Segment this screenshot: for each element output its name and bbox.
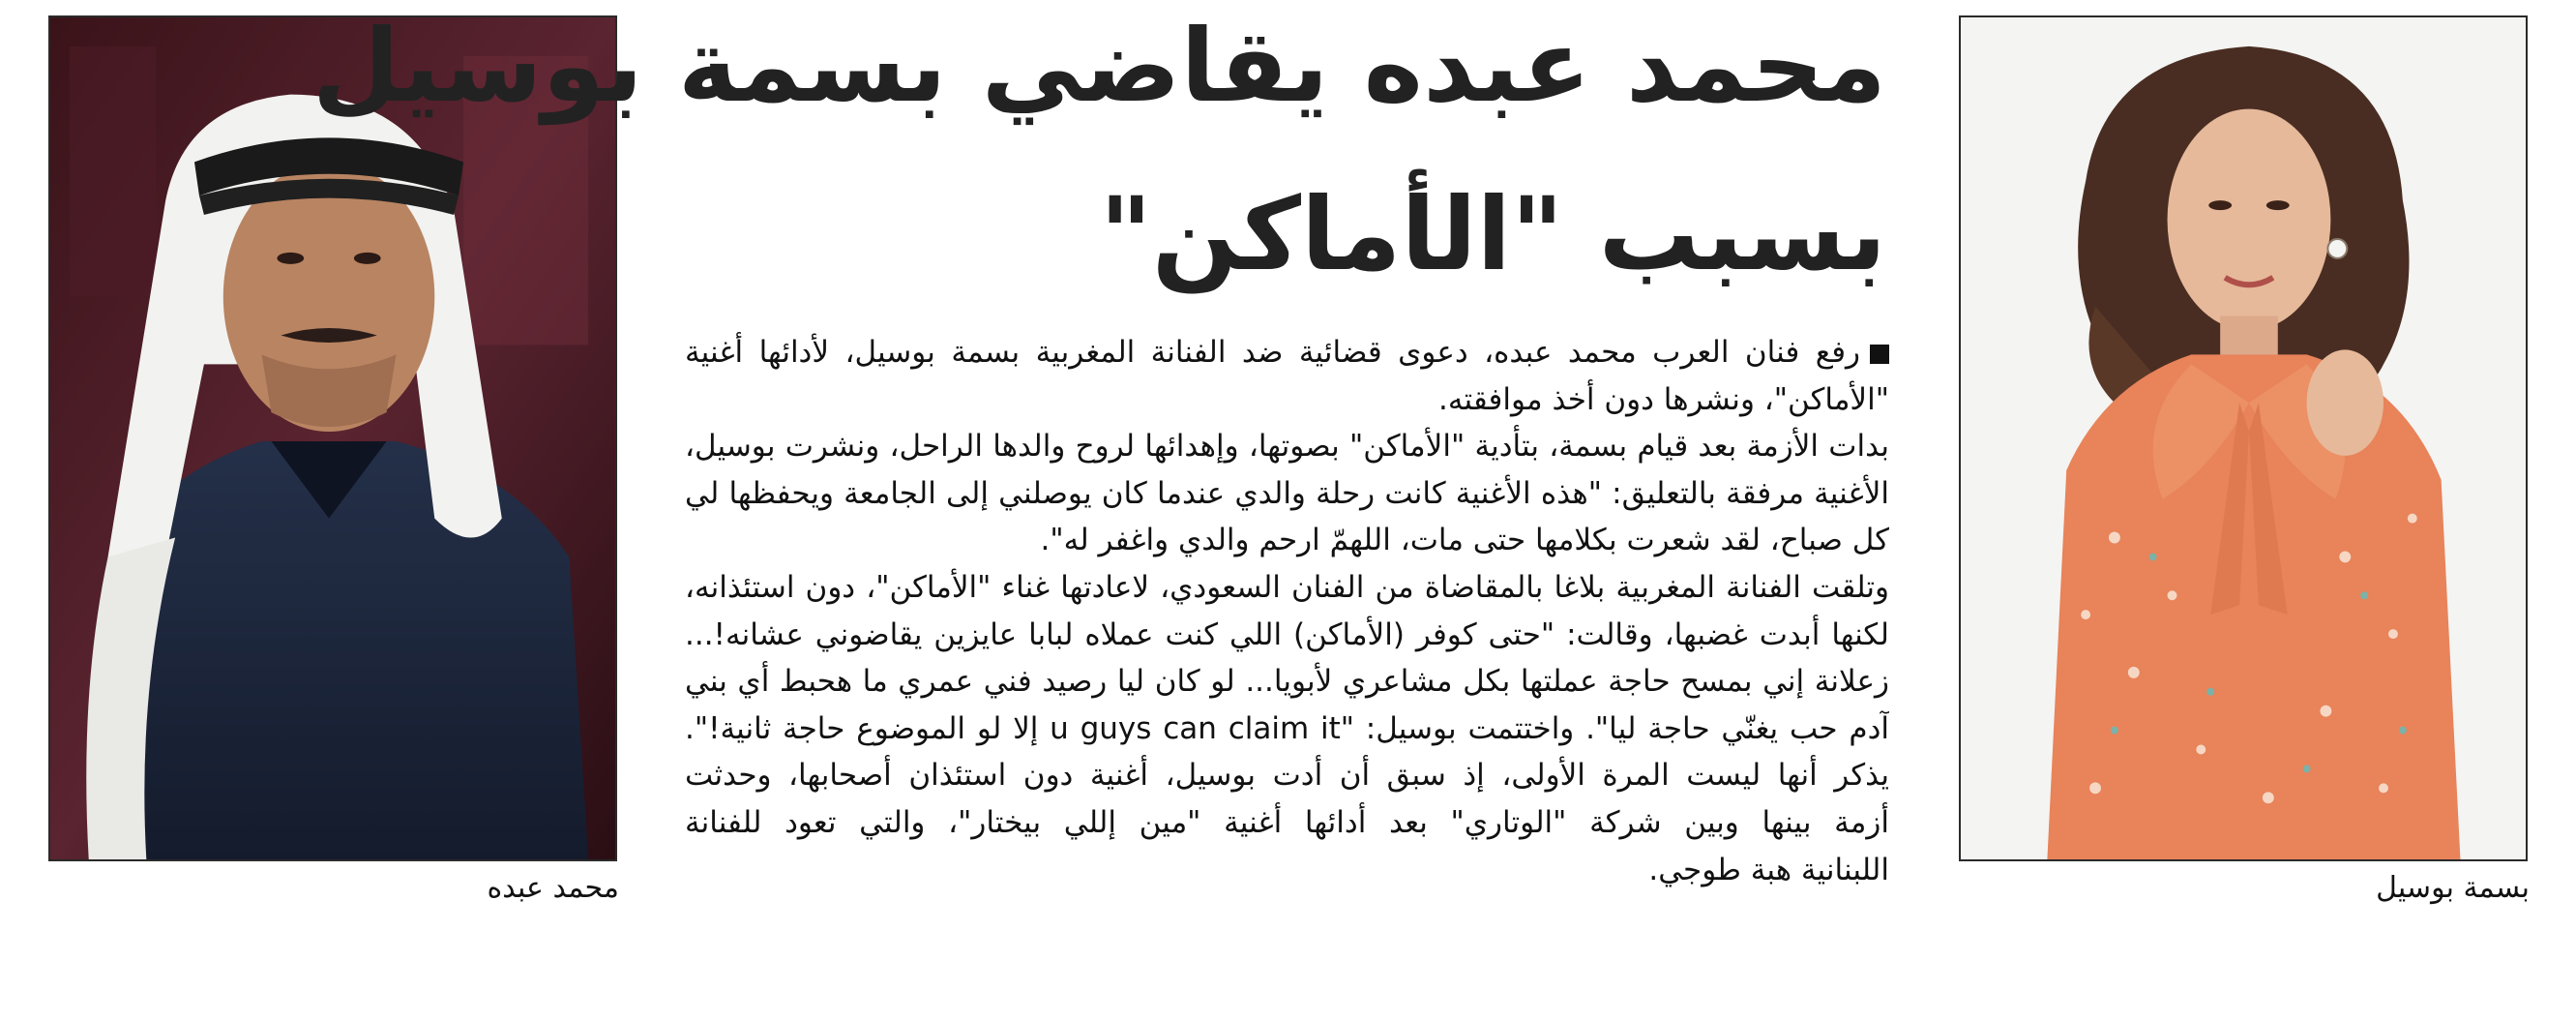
photo-mohamed-abdu — [48, 15, 617, 861]
article-line: يذكر أنها ليست المرة الأولى، إذ سبق أن أدت بوسيل، أغنية دون استئذان أصحابها، وحدثت — [685, 758, 1889, 794]
portrait-illustration-right — [1961, 17, 2526, 859]
article-line: زعلانة إني بمسح حاجة عملتها بكل مشاعري لأبويا... لو كان ليا رصيد فني عمري ما هحبط أي بني — [685, 664, 1889, 700]
article-line: الأغنية مرفقة بالتعليق: "هذه الأغنية كانت رحلة والدي عندما كان يوصلني إلى الجامعة ويحفظها لي — [685, 475, 1889, 511]
photo-caption-left: محمد عبده — [487, 871, 619, 905]
article-line: وتلقت الفنانة المغربية بلاغا بالمقاضاة من الفنان السعودي، لاعادتها غناء "الأماكن"، دون استئذانه، — [685, 569, 1889, 605]
headline-line-2: بسبب "الأماكن" — [1099, 175, 1886, 293]
bullet-square-icon — [1870, 345, 1889, 364]
article-line: بدات الأزمة بعد قيام بسمة، بتأدية "الأماكن" بصوتها، وإهدائها لروح والدها الراحل، ونشرت بوسيل، — [685, 429, 1889, 465]
article-line — [685, 329, 1889, 376]
article-line: "الأماكن"، ونشرها دون أخذ موافقته. — [1438, 381, 1889, 417]
article-line-text: رفع فنان العرب محمد عبده، دعوى قضائية ضد الفنانة المغربية بسمة بوسيل، لأدائها أغنية — [685, 335, 1860, 370]
article-line: اللبنانية هبة طوجي. — [1648, 852, 1889, 887]
article-line: أزمة بينها وبين شركة "الوتاري" بعد أدائها أغنية "مين إللي بيختار"، والتي تعود للفنانة — [685, 804, 1889, 840]
headline-line-1: محمد عبده يقاضي بسمة بوسيل — [311, 7, 1886, 125]
portrait-illustration-left — [50, 17, 615, 859]
article-line: آدم حب يغنّي حاجة ليا". واختتمت بوسيل: "u guys can claim it إلا لو الموضوع حاجة ثانية!". — [685, 710, 1889, 746]
photo-caption-right: بسمة بوسيل — [2376, 871, 2530, 905]
article-line: لكنها أبدت غضبها، وقالت: "حتى كوفر (الأماكن) اللي كنت عملاه لبابا عايزين يقاضوني عشانه!... — [685, 616, 1889, 652]
photo-basma-boussel — [1959, 15, 2528, 861]
article-line: كل صباح، لقد شعرت بكلامها حتى مات، اللهمّ ارحم والدي واغفر له". — [1040, 523, 1889, 558]
article-body — [685, 329, 1889, 893]
